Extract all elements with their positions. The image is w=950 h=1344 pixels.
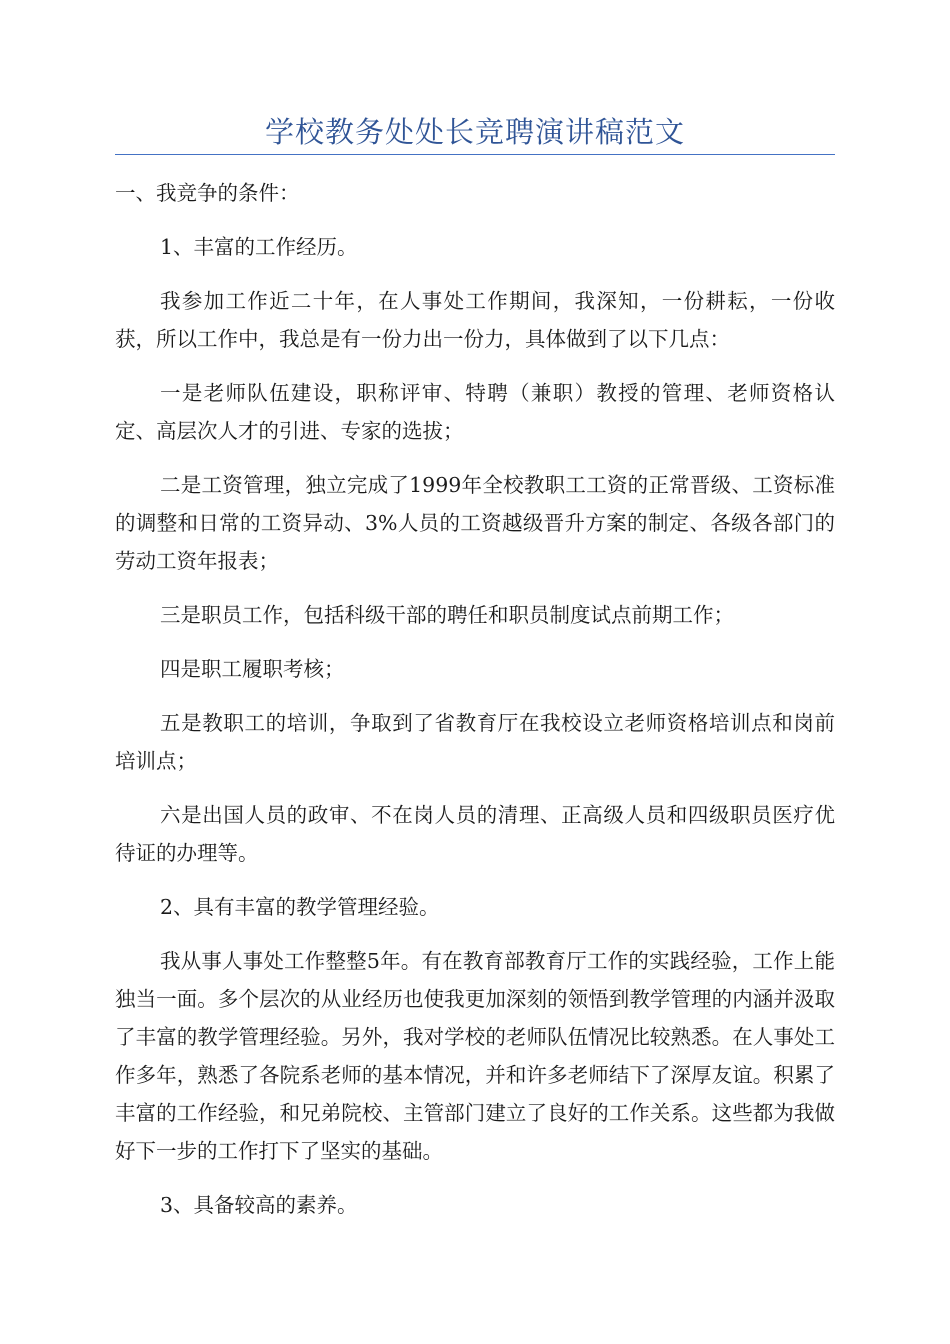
document-body xyxy=(115,174,835,1240)
document-title: 学校教务处处长竞聘演讲稿范文 xyxy=(264,115,685,149)
paragraph-subheading-1: 1、丰富的工作经历。 xyxy=(160,235,358,259)
paragraph: 五是教职工的培训，争取到了省教育厅在我校设立老师资格培训点和岗前培训点； xyxy=(115,711,835,773)
paragraph: 我从事人事处工作整整5年。有在教育部教育厅工作的实践经验，工作上能独当一面。多个层次的从业经历也使我更加深刻的领悟到教学管理的内涵并汲取了丰富的教学管理经验。另外，我对学校的老师队伍情况比较熟悉。在人事处工作多年，熟悉了各院系老师的基本情况，并和许多老师结下了深厚友谊。积累了丰富的工作经验，和兄弟院校、主管部门建立了良好的工作关系。这些都为我做好下一步的工作打下了坚实的基础。 xyxy=(115,949,835,1163)
paragraph: 二是工资管理，独立完成了1999年全校教职工工资的正常晋级、工资标准的调整和日常的工资异动、3%人员的工资越级晋升方案的制定、各级各部门的劳动工资年报表； xyxy=(115,473,835,573)
paragraph: 六是出国人员的政审、不在岗人员的清理、正高级人员和四级职员医疗优待证的办理等。 xyxy=(115,803,835,865)
paragraph: 我参加工作近二十年，在人事处工作期间，我深知，一份耕耘，一份收获，所以工作中，我总是有一份力出一份力，具体做到了以下几点： xyxy=(115,289,835,351)
paragraph-section-heading: 一、我竞争的条件： xyxy=(115,181,300,205)
paragraph: 三是职员工作，包括科级干部的聘任和职员制度试点前期工作； xyxy=(160,603,734,627)
paragraph-subheading-3: 3、具备较高的素养。 xyxy=(160,1193,358,1217)
paragraph: 一是老师队伍建设，职称评审、特聘（兼职）教授的管理、老师资格认定、高层次人才的引进、专家的选拔； xyxy=(115,381,835,443)
title-underline xyxy=(115,154,835,155)
paragraph: 四是职工履职考核； xyxy=(160,657,345,681)
paragraph-subheading-2: 2、具有丰富的教学管理经验。 xyxy=(160,895,440,919)
